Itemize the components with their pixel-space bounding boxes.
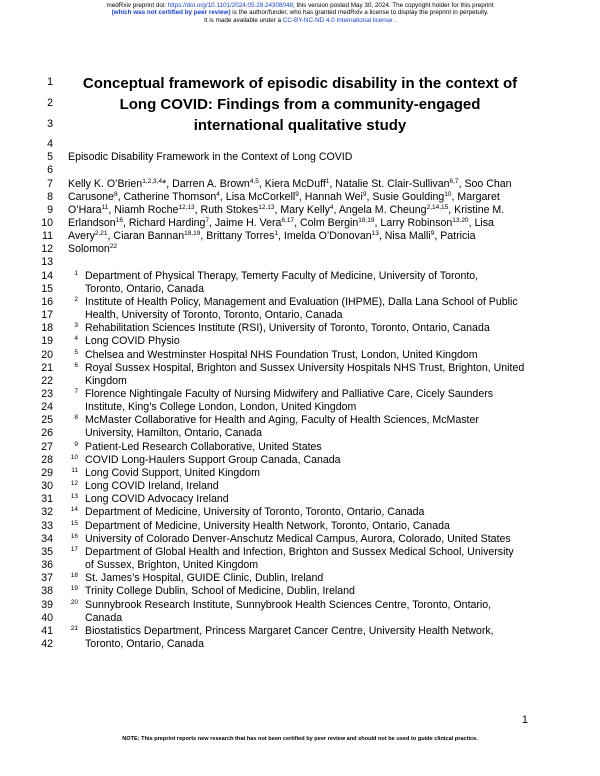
line-number: 1	[47, 76, 53, 88]
affiliation-text: St. James’s Hospital, GUIDE Clinic, Dublin, Ireland	[85, 572, 324, 584]
author-text: , Imelda O’Donovan	[278, 230, 372, 242]
line-number: 16	[41, 296, 53, 308]
header-version-text: ; this version posted May 30, 2024. The copyright holder for this preprint	[293, 2, 494, 9]
author-line	[68, 178, 512, 191]
author-sup: 10	[444, 191, 452, 198]
line-number: 33	[41, 520, 53, 532]
author-sup: 16	[115, 217, 123, 224]
header-line-2	[0, 9, 600, 16]
affiliation-number: 15	[70, 520, 78, 527]
author-sup: 13	[371, 230, 379, 237]
author-sup: 6,7	[449, 178, 459, 185]
line-number: 27	[41, 441, 53, 453]
preprint-header	[0, 2, 600, 24]
author-sup: 4,5	[249, 178, 259, 185]
author-sup: 6,17	[281, 217, 295, 224]
affiliation-text: Trinity College Dublin, School of Medicine, Dublin, Ireland	[85, 585, 355, 597]
author-line	[68, 204, 504, 217]
author-text: , Catherine Thomson	[117, 191, 217, 203]
line-number: 10	[41, 217, 53, 229]
header-available-text: It is made available under a	[204, 16, 283, 24]
author-sup: 9	[295, 191, 299, 198]
author-text: , Lisa	[468, 217, 494, 229]
affiliation-text: Health, University of Toronto, Toronto, Ontario, Canada	[85, 309, 343, 321]
affiliation-text: Toronto, Ontario, Canada	[85, 283, 204, 295]
line-number: 19	[41, 335, 53, 347]
affiliation-text: COVID Long-Haulers Support Group Canada, Canada	[85, 454, 341, 466]
author-text: O’Hara	[68, 204, 102, 216]
line-number: 30	[41, 480, 53, 492]
affiliation-text: Long COVID Advocacy Ireland	[85, 493, 229, 505]
line-number: 29	[41, 467, 53, 479]
author-sup: 12,13	[258, 204, 275, 211]
author-text: , Hannah Wei	[298, 191, 363, 203]
header-peer-review-note: (which was not certified by peer review)	[111, 9, 231, 17]
affiliation-number: 5	[74, 349, 78, 356]
affiliation-text: University of Colorado Denver-Anschutz Medical Campus, Aurora, Colorado, United States	[85, 533, 511, 545]
author-sup: 13,20	[452, 217, 469, 224]
doi-link[interactable]: https://doi.org/10.1101/2024.05.28.24308048	[167, 2, 294, 9]
line-number: 38	[41, 585, 53, 597]
affiliation-text: Department of Global Health and Infection, Brighton and Sussex Medical School, University	[85, 546, 514, 558]
author-text: Carusone	[68, 191, 114, 203]
affiliation-number: 20	[70, 599, 78, 606]
author-sup: 18,19	[358, 217, 375, 224]
affiliation-text: Long Covid Support, United Kingdom	[85, 467, 260, 479]
author-text: , Ruth Stokes	[194, 204, 259, 216]
author-line	[68, 217, 494, 230]
line-number: 6	[47, 164, 53, 176]
author-text: , Patricia	[434, 230, 476, 242]
line-number: 32	[41, 506, 53, 518]
line-number: 39	[41, 599, 53, 611]
affiliation-text: Toronto, Ontario, Canada	[85, 638, 204, 650]
affiliation-number: 17	[70, 546, 78, 553]
affiliation-number: 10	[70, 454, 78, 461]
line-number: 35	[41, 546, 53, 558]
line-number: 17	[41, 309, 53, 321]
author-text: , Natalie St. Clair-Sullivan	[329, 178, 450, 190]
line-number: 31	[41, 493, 53, 505]
author-line	[68, 230, 476, 243]
author-sup: 4	[329, 204, 334, 211]
line-number: 18	[41, 322, 53, 334]
affiliation-text: Department of Physical Therapy, Temerty Faculty of Medicine, University of Toronto,	[85, 270, 479, 282]
line-number: 9	[47, 204, 53, 216]
affiliation-text: Institute of Health Policy, Management and Evaluation (IHPME), Dalla Lana School of Public	[85, 296, 518, 308]
author-sup: 18,19	[184, 230, 201, 237]
affiliation-number: 4	[74, 335, 78, 342]
affiliation-text: Florence Nightingale Faculty of Nursing Midwifery and Palliative Care, Cicely Saunders	[85, 388, 494, 400]
affiliation-number: 12	[70, 480, 78, 487]
line-number: 34	[41, 533, 53, 545]
line-number: 8	[47, 191, 53, 203]
author-text: , Colm Bergin	[294, 217, 359, 229]
author-sup: 1	[325, 178, 330, 185]
line-number: 15	[41, 283, 53, 295]
line-number: 24	[41, 401, 53, 413]
affiliation-number: 2	[74, 296, 78, 303]
affiliation-text: Sunnybrook Research Institute, Sunnybrook Health Sciences Centre, Toronto, Ontario,	[85, 599, 492, 611]
line-number: 28	[41, 454, 53, 466]
author-text: Avery	[68, 230, 95, 242]
affiliation-text: Kingdom	[85, 375, 127, 387]
author-text: , Niamh Roche	[108, 204, 179, 216]
line-number: 5	[47, 151, 53, 163]
author-sup: 12,13	[178, 204, 195, 211]
affiliation-text: Department of Medicine, University Health Network, Toronto, Ontario, Canada	[85, 520, 450, 532]
author-text: , Mary Kelly	[274, 204, 330, 216]
author-sup: 8	[113, 191, 118, 198]
author-sup: 2,14,15	[426, 204, 449, 211]
affiliation-text: Biostatistics Department, Princess Margaret Cancer Centre, University Health Network,	[85, 625, 494, 637]
affiliation-number: 14	[70, 506, 78, 513]
author-text: , Nisa Malli	[378, 230, 431, 242]
line-number: 7	[47, 178, 53, 190]
line-number: 42	[41, 638, 53, 650]
author-text: , Brittany Torres	[200, 230, 275, 242]
affiliation-number: 8	[74, 414, 78, 421]
author-text: , Angela M. Cheung	[333, 204, 427, 216]
line-number: 13	[41, 256, 53, 268]
author-text: Solomon	[68, 243, 110, 255]
affiliation-text: Patient-Led Research Collaborative, United States	[85, 441, 322, 453]
paper-title-line-3: international qualitative study	[193, 117, 407, 134]
author-sup: 2,21	[94, 230, 108, 237]
affiliation-number: 11	[71, 467, 78, 474]
affiliation-text: Chelsea and Westminster Hospital NHS Foundation Trust, London, United Kingdom	[85, 349, 478, 361]
affiliation-number: 1	[74, 270, 78, 277]
author-sup: 9	[362, 191, 367, 198]
running-title: Episodic Disability Framework in the Context of Long COVID	[68, 151, 353, 163]
affiliation-text: McMaster Collaborative for Health and Aging, Faculty of Health Sciences, McMaster	[85, 414, 479, 426]
author-sup: 7	[205, 217, 209, 224]
affiliation-text: of Sussex, Brighton, United Kingdom	[85, 559, 259, 571]
author-line	[68, 191, 500, 204]
author-text: *, Darren A. Brown	[162, 178, 250, 190]
author-line	[68, 243, 117, 256]
line-number: 22	[41, 375, 53, 387]
line-number: 14	[41, 270, 53, 282]
author-text: , Jaime H. Vera	[209, 217, 282, 229]
paper-title-line-1: Conceptual framework of episodic disability in the context of	[82, 75, 518, 92]
author-text: , Susie Goulding	[366, 191, 445, 203]
line-number: 41	[41, 625, 53, 637]
author-text: , Kristine M.	[448, 204, 505, 216]
line-number: 3	[47, 118, 53, 130]
header-period: .	[392, 16, 396, 24]
author-text: , Lisa McCorkell	[219, 191, 296, 203]
line-number: 2	[47, 97, 53, 109]
author-text: , Soo Chan	[458, 178, 512, 190]
author-text: Erlandson	[68, 217, 116, 229]
page-number: 1	[522, 714, 528, 726]
author-sup: 11	[101, 204, 109, 211]
author-sup: 1,2,3,4	[142, 178, 163, 185]
line-number: 36	[41, 559, 53, 571]
author-text: , Larry Robinson	[374, 217, 453, 229]
affiliation-number: 13	[70, 493, 78, 500]
line-number: 37	[41, 572, 53, 584]
line-number: 12	[41, 243, 53, 255]
line-number: 20	[41, 349, 53, 361]
author-text: , Richard Harding	[122, 217, 206, 229]
line-number: 11	[42, 230, 53, 242]
preprint-footer-note: NOTE: This preprint reports new research that has not been certified by peer review and should not be used to guide clinical practice.	[122, 736, 478, 742]
line-number: 23	[41, 388, 53, 400]
author-sup: 1	[274, 230, 279, 237]
affiliation-number: 19	[70, 585, 78, 592]
affiliation-text: Royal Sussex Hospital, Brighton and Sussex University Hospitals NHS Trust, Brighton, United	[85, 362, 525, 374]
affiliation-text: University, Hamilton, Ontario, Canada	[85, 427, 263, 439]
author-sup: 22	[109, 243, 118, 250]
affiliation-number: 6	[74, 362, 78, 369]
header-doi-label: medRxiv preprint doi:	[106, 2, 168, 9]
line-number: 4	[47, 138, 53, 150]
header-line-1	[0, 2, 600, 9]
affiliation-text: Long COVID Ireland, Ireland	[85, 480, 219, 492]
line-number: 40	[41, 612, 53, 624]
affiliation-number: 18	[70, 572, 78, 579]
line-number: 25	[41, 414, 53, 426]
affiliation-text: Institute, King’s College London, London, United Kingdom	[85, 401, 357, 413]
affiliation-number: 16	[70, 533, 78, 540]
affiliation-text: Rehabilitation Sciences Institute (RSI), University of Toronto, Toronto, Ontario, Canada	[85, 322, 490, 334]
affiliation-number: 7	[74, 388, 78, 395]
affiliation-number: 9	[74, 441, 78, 448]
author-sup: 9	[430, 230, 435, 237]
affiliation-text: Canada	[85, 612, 123, 624]
author-text: , Kiera McDuff	[258, 178, 326, 190]
license-link[interactable]: CC-BY-NC-ND 4.0 International license	[282, 16, 393, 24]
line-number: 26	[41, 427, 53, 439]
author-sup: 4	[216, 191, 220, 198]
header-line-3	[0, 17, 600, 24]
affiliation-number: 3	[74, 322, 78, 329]
affiliation-text: Department of Medicine, University of Toronto, Toronto, Ontario, Canada	[85, 506, 425, 518]
line-number: 21	[41, 362, 53, 374]
header-license-note: is the author/funder, who has granted medRxiv a license to display the preprint in perpetuity.	[230, 9, 489, 17]
paper-title-line-2: Long COVID: Findings from a community-engaged	[119, 96, 481, 113]
author-text: , Ciaran Bannan	[107, 230, 185, 242]
affiliation-text: Long COVID Physio	[85, 335, 180, 347]
author-text: Kelly K. O’Brien	[68, 178, 143, 190]
affiliation-number: 21	[70, 625, 78, 632]
author-text: , Margaret	[451, 191, 500, 203]
